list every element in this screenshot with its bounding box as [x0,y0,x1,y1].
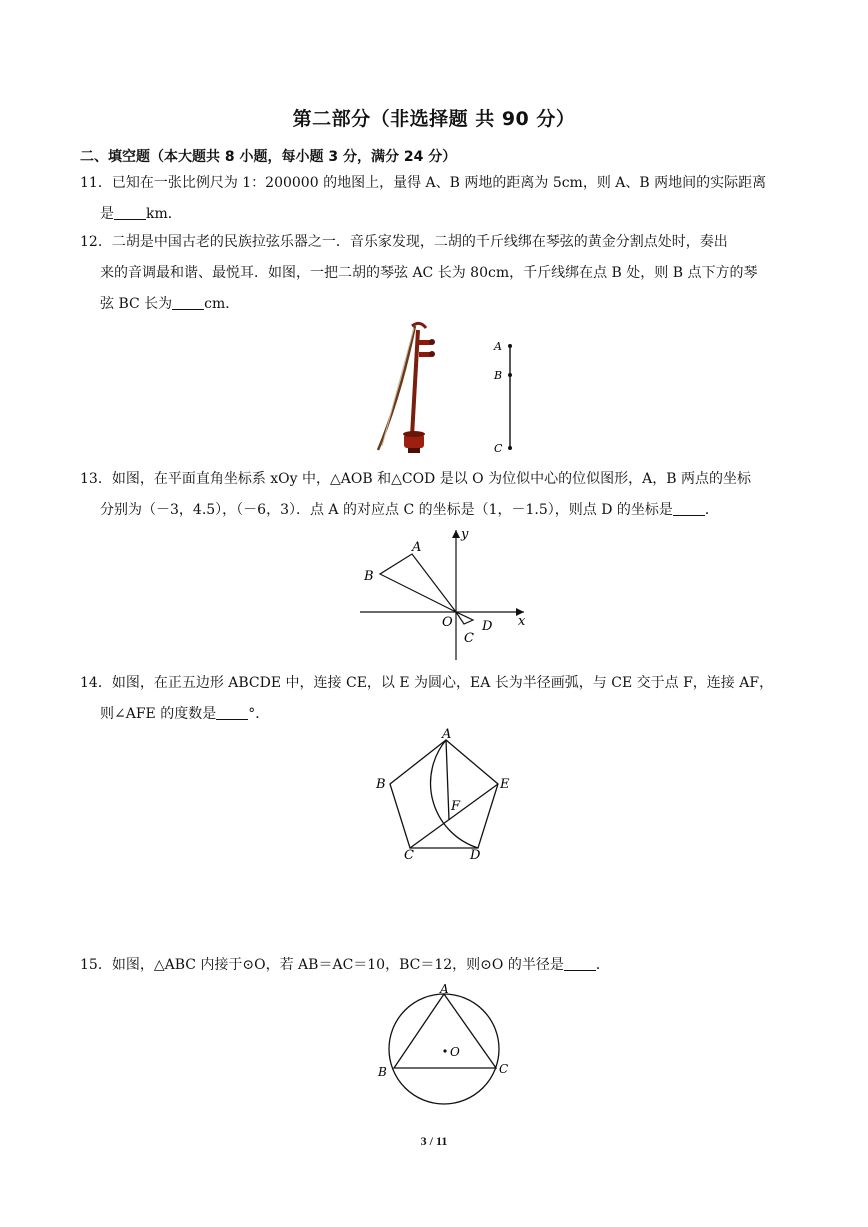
label-d: D [482,619,493,634]
label-b: B [494,369,503,382]
q12-pre: 弦 BC 长为 [100,296,173,312]
q15-answer-blank[interactable] [564,956,596,971]
question-11 [80,168,792,230]
triangle-abc [394,994,496,1068]
label-o: O [442,615,453,630]
segment-ce [410,784,498,848]
q12-post: cm． [204,296,240,312]
q12-figure [370,318,530,458]
label-b: B [364,569,374,584]
q13-figure [356,524,536,664]
q14-pre: 则∠AFE 的度数是 [100,706,217,722]
string-ac [493,340,512,455]
q11-answer-blank[interactable] [114,205,146,220]
label-f: F [451,799,461,814]
label-b: B [378,1065,387,1079]
label-a: A [494,340,502,353]
q12-line2: 来的音调最和谐、最悦耳．如图，一把二胡的琴弦 AC 长为 80cm，千斤线绑在点 B 处，则 B 点下方的琴 [100,265,758,281]
question-12 [80,227,792,320]
q11-line1: 11．已知在一张比例尺为 1：200000 的地图上，量得 A、B 两地的距离为 5cm，则 A、B 两地间的实际距离 [80,175,767,191]
label-o: O [450,1045,460,1059]
q15-post: ． [595,957,610,973]
y-axis-arrow-icon [452,530,460,538]
q13-line2 [80,495,792,526]
label-a: A [440,982,449,996]
pentagon-abcde [390,740,498,848]
q12-answer-blank[interactable] [172,295,204,310]
question-13 [80,464,792,526]
label-c: C [404,848,414,863]
segment-af [446,740,449,820]
q14-figure [372,728,522,864]
label-c: C [494,442,503,455]
arc-from-e [431,740,478,848]
question-15 [80,950,792,981]
q14-line1: 14．如图，在正五边形 ABCDE 中，连接 CE，以 E 为圆心，EA 长为半径画弧，与 CE 交于点 F，连接 AF， [80,675,774,691]
label-c: C [499,1062,509,1076]
section-heading: 二、填空题（本大题共 8 小题，每小题 3 分，满分 24 分） [80,149,457,165]
q14-line2 [80,699,792,730]
label-d: D [470,848,481,863]
q14-answer-blank[interactable] [216,705,248,720]
q13-post: ． [704,502,719,518]
q15-figure [372,980,522,1108]
triangle-aob [380,554,456,612]
question-14 [80,668,792,730]
q13-line1: 13．如图，在平面直角坐标系 xOy 中，△AOB 和△COD 是以 O 为位似中心的位似图形，A，B 两点的坐标 [80,471,751,487]
page-number: 3 / 11 [420,1134,448,1148]
label-e: E [500,777,510,792]
label-y: y [461,527,469,542]
q15-line1 [80,950,792,981]
triangle-cod [456,612,473,624]
q15-pre: 15．如图，△ABC 内接于⊙O，若 AB＝AC＝10，BC＝12，则⊙O 的半径是 [80,957,564,973]
q13-answer-blank[interactable] [673,501,705,516]
q11-line2 [80,199,792,230]
label-a: A [442,728,452,742]
label-b: B [376,777,386,792]
q11-pre: 是 [100,206,114,222]
label-c: C [464,631,474,646]
q13-pre: 分别为（－3，4.5），（－6，3）．点 A 的对应点 C 的坐标是（1，－1.5），则点 D 的坐标是 [100,502,673,518]
q12-line1: 12．二胡是中国古老的民族拉弦乐器之一．音乐家发现，二胡的千斤线绑在琴弦的黄金分割点处时，奏出 [80,234,728,250]
erhu-image [378,323,435,453]
part-title: 第二部分（非选择题 共 90 分） [292,108,576,130]
q14-post: °． [248,706,270,722]
label-a: A [412,540,422,555]
q12-line3 [80,289,792,320]
label-x: x [518,614,526,629]
q11-post: km． [146,206,182,222]
center-point [443,1049,446,1052]
